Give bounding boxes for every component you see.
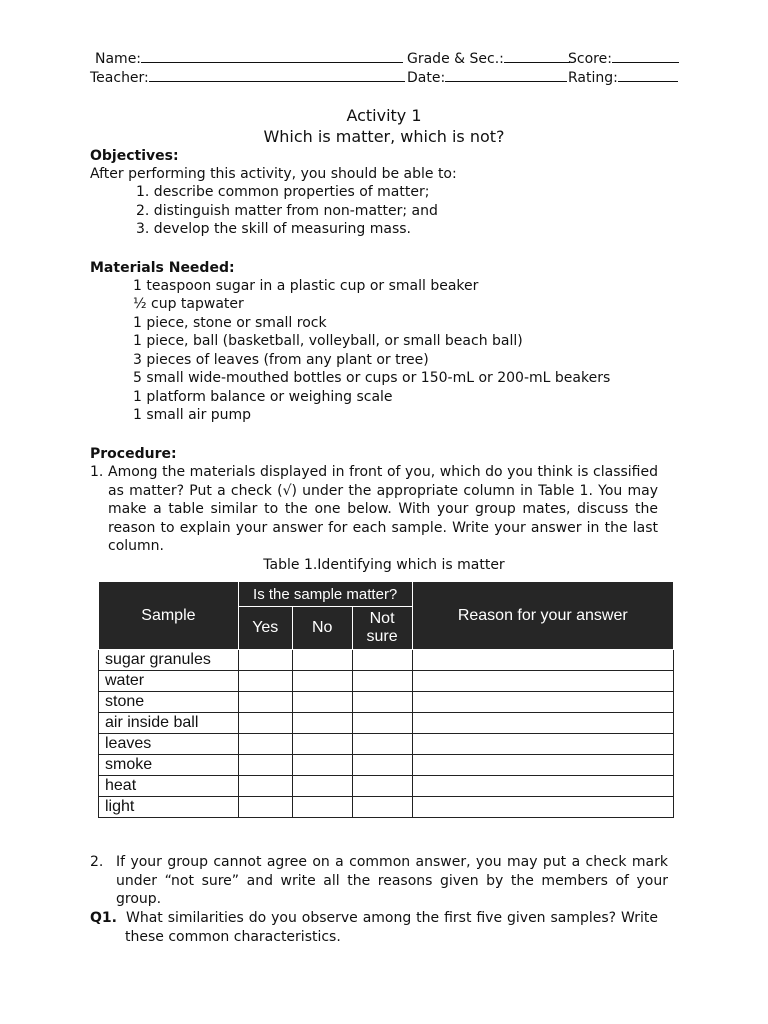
procedure-heading: Procedure:	[90, 446, 177, 462]
name-blank[interactable]	[141, 48, 403, 63]
no-cell[interactable]	[292, 755, 352, 776]
sample-cell: smoke	[99, 755, 239, 776]
sample-cell: air inside ball	[99, 713, 239, 734]
material-item: 1 platform balance or weighing scale	[133, 389, 393, 405]
not-sure-cell[interactable]	[352, 755, 412, 776]
not-sure-cell[interactable]	[352, 713, 412, 734]
col-header-reason: Reason for your answer	[412, 582, 673, 650]
date-row	[407, 67, 567, 87]
activity-title: Activity 1	[346, 106, 422, 125]
grade-label: Grade & Sec.:	[407, 51, 504, 67]
reason-cell[interactable]	[412, 650, 673, 671]
table-row	[99, 755, 674, 776]
rating-row	[568, 67, 678, 87]
table-row	[99, 650, 674, 671]
not-sure-cell[interactable]	[352, 650, 412, 671]
objective-item: 2. distinguish matter from non-matter; and	[136, 203, 438, 219]
reason-cell[interactable]	[412, 713, 673, 734]
no-cell[interactable]	[292, 713, 352, 734]
yes-cell[interactable]	[238, 650, 292, 671]
name-row	[95, 48, 403, 68]
col-header-yes: Yes	[238, 607, 292, 650]
procedure-step-2: If your group cannot agree on a common answer, you may put a check mark under “not sure” and write all the reasons given by the members of your group.	[116, 854, 668, 907]
no-cell[interactable]	[292, 650, 352, 671]
sample-cell: light	[99, 797, 239, 818]
score-blank[interactable]	[612, 48, 679, 63]
q1-label: Q1	[90, 910, 112, 926]
question-1-text: What similarities do you observe among the first five given samples? Write these common characteristics.	[125, 910, 658, 945]
teacher-blank[interactable]	[149, 67, 405, 82]
reason-cell[interactable]	[412, 671, 673, 692]
sample-cell: heat	[99, 776, 239, 797]
not-sure-cell[interactable]	[352, 671, 412, 692]
material-item: 1 small air pump	[133, 407, 252, 423]
table-row	[99, 734, 674, 755]
col-header-not-sure: Not sure	[352, 607, 412, 650]
matter-table	[98, 581, 674, 818]
no-cell[interactable]	[292, 671, 352, 692]
material-item: 1 piece, ball (basketball, volleyball, or small beach ball)	[133, 333, 523, 349]
material-item: 3 pieces of leaves (from any plant or tree)	[133, 352, 429, 368]
reason-cell[interactable]	[412, 692, 673, 713]
no-cell[interactable]	[292, 797, 352, 818]
sample-cell: sugar granules	[99, 650, 239, 671]
yes-cell[interactable]	[238, 671, 292, 692]
not-sure-cell[interactable]	[352, 797, 412, 818]
table-row	[99, 797, 674, 818]
yes-cell[interactable]	[238, 797, 292, 818]
date-label: Date:	[407, 70, 446, 86]
teacher-row	[90, 67, 405, 87]
col-header-group: Is the sample matter?	[238, 582, 412, 607]
activity-subtitle: Which is matter, which is not?	[263, 127, 505, 146]
rating-blank[interactable]	[618, 67, 678, 82]
not-sure-cell[interactable]	[352, 734, 412, 755]
objectives-intro: After performing this activity, you should be able to:	[90, 166, 457, 182]
no-cell[interactable]	[292, 734, 352, 755]
objectives-heading: Objectives:	[90, 148, 179, 164]
not-sure-cell[interactable]	[352, 692, 412, 713]
sample-cell: leaves	[99, 734, 239, 755]
reason-cell[interactable]	[412, 734, 673, 755]
table-row	[99, 692, 674, 713]
rating-label: Rating:	[568, 70, 618, 86]
objective-item: 1. describe common properties of matter;	[136, 184, 430, 200]
sample-cell: water	[99, 671, 239, 692]
grade-blank[interactable]	[504, 48, 570, 63]
reason-cell[interactable]	[412, 797, 673, 818]
yes-cell[interactable]	[238, 692, 292, 713]
score-row	[568, 48, 679, 68]
col-header-no: No	[292, 607, 352, 650]
materials-heading: Materials Needed:	[90, 260, 235, 276]
step-number: 1.	[90, 464, 104, 480]
yes-cell[interactable]	[238, 713, 292, 734]
teacher-label: Teacher:	[90, 70, 149, 86]
col-header-sample: Sample	[99, 582, 239, 650]
yes-cell[interactable]	[238, 734, 292, 755]
yes-cell[interactable]	[238, 755, 292, 776]
table-caption: Table 1.Identifying which is matter	[263, 557, 505, 573]
question-label: Q1.	[90, 910, 117, 926]
material-item: ½ cup tapwater	[133, 296, 244, 312]
material-item: 5 small wide-mouthed bottles or cups or 150-mL or 200-mL beakers	[133, 370, 611, 386]
grade-row	[407, 48, 570, 68]
table-row	[99, 671, 674, 692]
table-row	[99, 776, 674, 797]
sample-cell: stone	[99, 692, 239, 713]
material-item: 1 teaspoon sugar in a plastic cup or small beaker	[133, 278, 479, 294]
name-label: Name:	[95, 51, 142, 67]
objective-item: 3. develop the skill of measuring mass.	[136, 221, 411, 237]
date-blank[interactable]	[445, 67, 567, 82]
yes-cell[interactable]	[238, 776, 292, 797]
material-item: 1 piece, stone or small rock	[133, 315, 327, 331]
not-sure-cell[interactable]	[352, 776, 412, 797]
step-number: 2.	[90, 854, 104, 870]
table-row	[99, 713, 674, 734]
score-label: Score:	[568, 51, 612, 67]
reason-cell[interactable]	[412, 755, 673, 776]
procedure-step-1: Among the materials displayed in front of you, which do you think is classified as matter? Put a check (√) under the appropriate column in Table 1. You may make a table similar to the one below. With your group mates, discuss the reason to explain your answer for each sample. Write your answer in the last column.	[108, 464, 658, 554]
no-cell[interactable]	[292, 776, 352, 797]
no-cell[interactable]	[292, 692, 352, 713]
reason-cell[interactable]	[412, 776, 673, 797]
